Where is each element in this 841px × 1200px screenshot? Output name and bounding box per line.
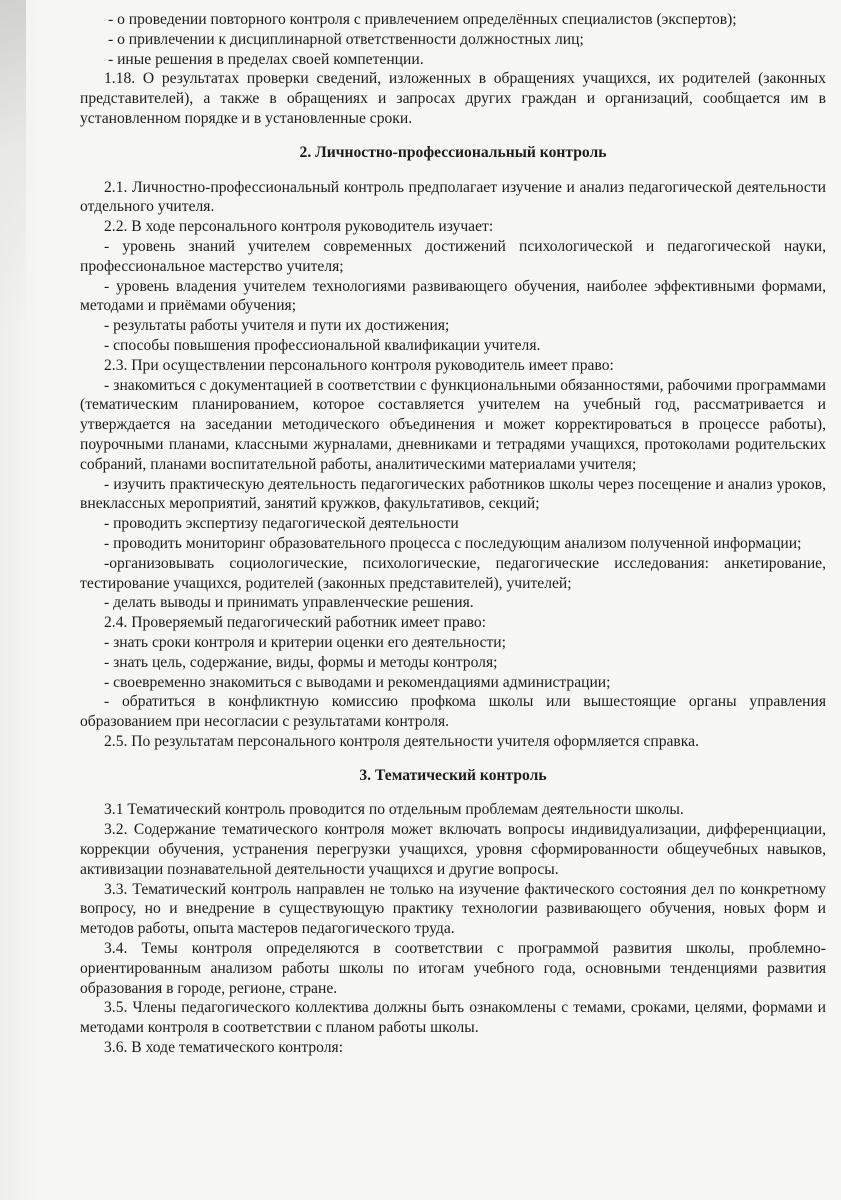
list-item: -организовывать социологические, психологические, педагогические исследования: анкетирование, тестирование учащихся, родителей (законных представителей), учителей;: [80, 554, 826, 592]
paragraph-2-3: 2.3. При осуществлении персонального контроля руководитель имеет право:: [104, 356, 614, 374]
list-item: - результаты работы учителя и пути их достижения;: [104, 317, 450, 335]
list-item: - иные решения в пределах своей компетенции.: [108, 50, 424, 68]
list-item: - делать выводы и принимать управленческие решения.: [104, 594, 474, 612]
list-item: - своевременно знакомиться с выводами и рекомендациями администрации;: [104, 673, 611, 691]
paragraph-3-2: 3.2. Содержание тематического контроля может включать вопросы индивидуализации, дифференциации, коррекции обучения, устранения перегрузки учащихся, уровня сформированности общеучебных навыков, активизации познавательной деятельности учащихся и другие вопросы.: [80, 821, 826, 878]
paragraph-3-5: 3.5. Члены педагогического коллектива должны быть ознакомлены с темами, сроками, целями, формами и методами контроля в соответствии с планом работы школы.: [80, 999, 826, 1037]
list-item: - проводить мониторинг образовательного процесса с последующим анализом полученной информации;: [104, 534, 802, 552]
section-2-title: 2. Личностно-профессиональный контроль: [299, 143, 607, 161]
section-3-title: 3. Тематический контроль: [359, 766, 547, 784]
paragraph-2-1: 2.1. Личностно-профессиональный контроль предполагает изучение и анализ педагогической деятельности отдельного учителя.: [80, 178, 826, 216]
paragraph-3-3: 3.3. Тематический контроль направлен не только на изучение фактического состояния дел по конкретному вопросу, но и внедрение в существующую практику технологии развивающего обучения, новых форм и методов работы, опыта мастеров педагогического труда.: [80, 880, 826, 938]
list-item: - проводить экспертизу педагогической деятельности: [104, 515, 459, 533]
paragraph-2-2: 2.2. В ходе персонального контроля руководитель изучает:: [104, 218, 494, 236]
list-item: - о проведении повторного контроля с привлечением определённых специалистов (экспертов);: [108, 11, 737, 28]
list-item: - о привлечении к дисциплинарной ответственности должностных лиц;: [108, 30, 584, 48]
list-item: - уровень владения учителем технологиями развивающего обучения, наиболее эффективными формами, методами и приёмами обучения;: [80, 277, 826, 315]
paragraph-3-6: 3.6. В ходе тематического контроля:: [104, 1039, 344, 1057]
list-item: - изучить практическую деятельность педагогических работников школы через посещение и анализ уроков, внеклассных мероприятий, занятий кружков, факультативов, секций;: [80, 475, 826, 513]
paragraph-3-1: 3.1 Тематический контроль проводится по отдельным проблемам деятельности школы.: [104, 801, 684, 819]
list-item: - обратиться в конфликтную комиссию профкома школы или вышестоящие органы управления образованием при несогласии с результатами контроля.: [80, 693, 826, 731]
list-item: - знакомиться с документацией в соответствии с функциональными обязанностями, рабочими программами (тематическим планированием, которое составляется учителем на учебный год, рассматривается и утверждается на заседании методического объединения и может корректироваться в процессе работы), поурочными планами, классными журналами, дневниками и тетрадями учащихся, протоколами родительских собраний, планами воспитательной работы, аналитическими материалами учителя;: [80, 376, 826, 473]
paragraph-2-5: 2.5. По результатам персонального контроля деятельности учителя оформляется справка.: [104, 732, 699, 750]
scan-shadow: [0, 0, 26, 330]
list-item: - уровень знаний учителем современных достижений психологической и педагогической науки, профессиональное мастерство учителя;: [80, 237, 826, 275]
paragraph-2-4: 2.4. Проверяемый педагогический работник имеет право:: [104, 614, 486, 632]
paragraph-1-18: 1.18. О результатах проверки сведений, изложенных в обращениях учащихся, их родителей (законных представителей), а также в обращениях и запросах других граждан и организаций, сообщается им в установленном порядке и в установленные сроки.: [80, 70, 826, 127]
paragraph-3-4: 3.4. Темы контроля определяются в соответствии с программой развития школы, проблемно-ориентированным анализом работы школы по итогам учебного года, основными тенденциями развития образования в городе, регионе, стране.: [80, 940, 826, 997]
list-item: - способы повышения профессиональной квалификации учителя.: [104, 336, 541, 354]
document-text: [80, 10, 826, 1058]
list-item: - знать сроки контроля и критерии оценки его деятельности;: [104, 633, 506, 651]
list-item: - знать цель, содержание, виды, формы и методы контроля;: [104, 653, 498, 671]
